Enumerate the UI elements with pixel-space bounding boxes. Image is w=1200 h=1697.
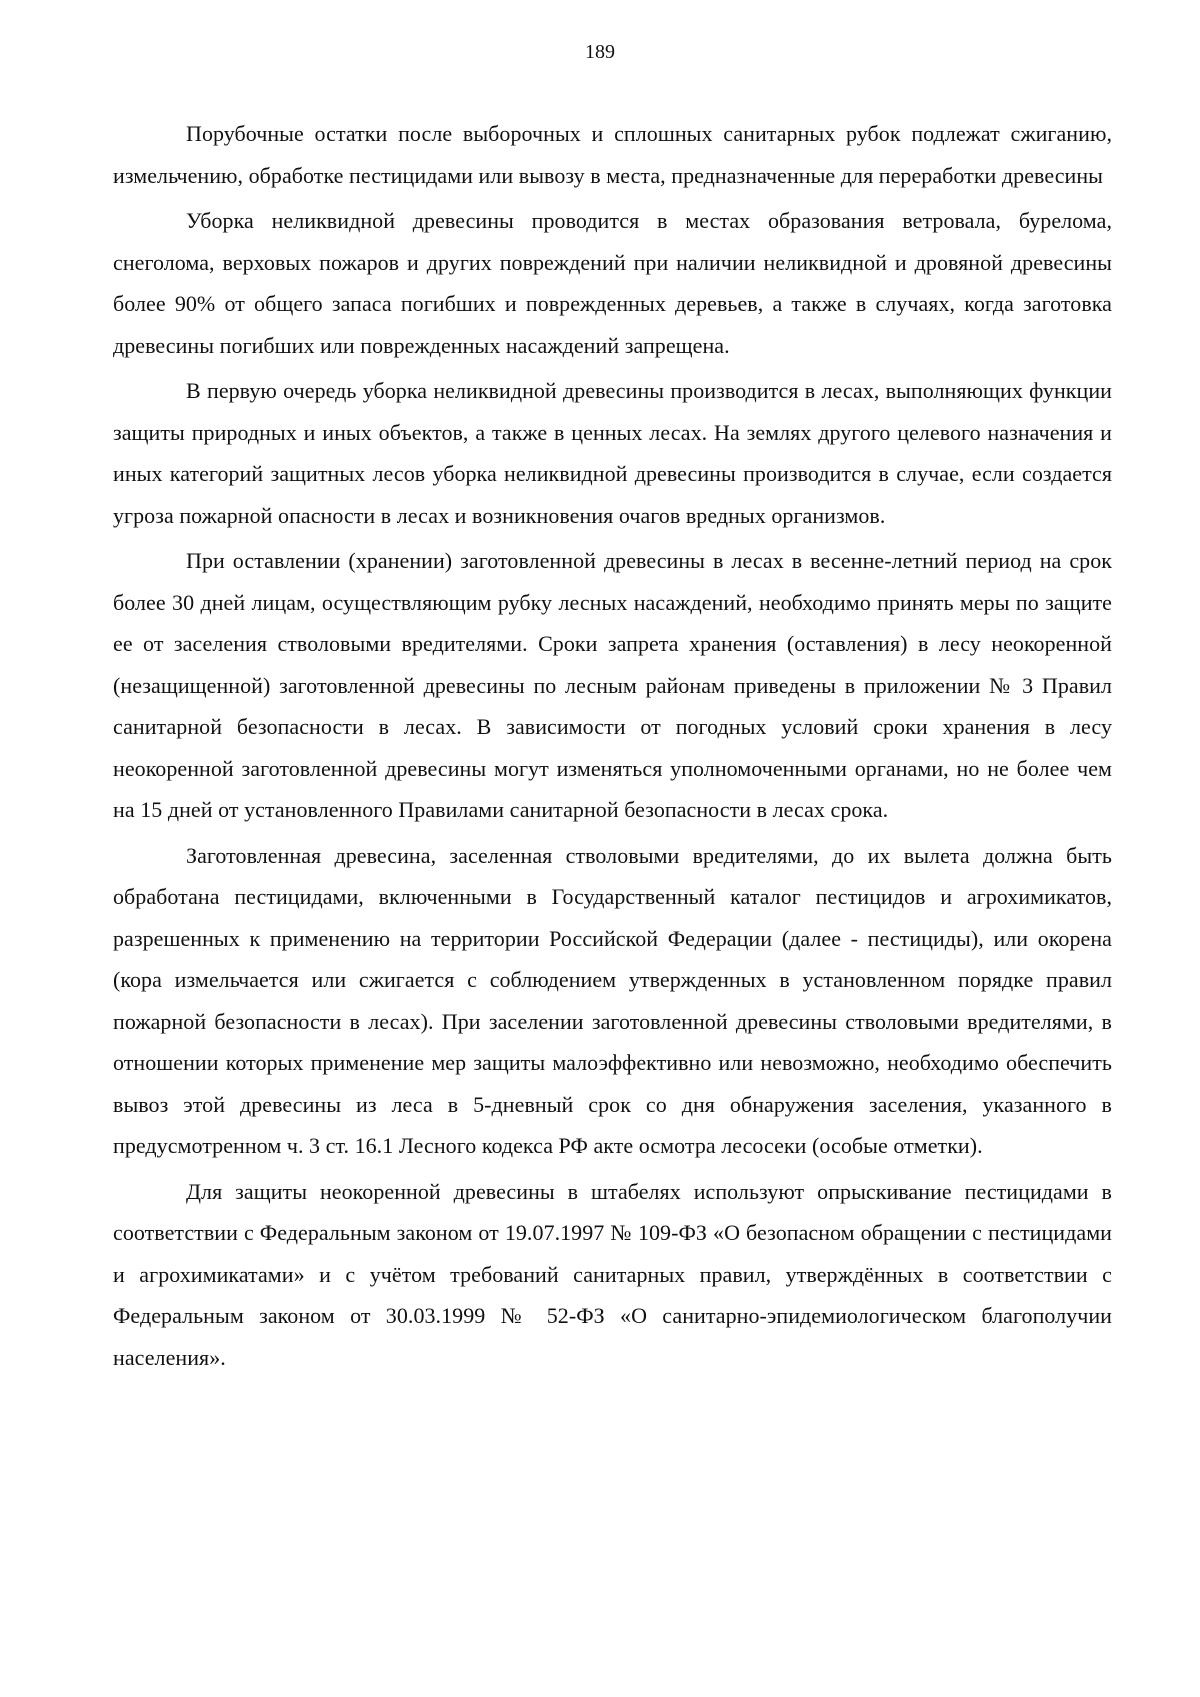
paragraph: В первую очередь уборка неликвидной древесины производится в лесах, выполняющих функции защиты природных и иных объектов, а также в ценных лесах. На землях другого целевого назначения и иных категорий защитных лесов уборка неликвидной древесины производится в случае, если создается угроза пожарной опасности в лесах и возникновения очагов вредных организмов. xyxy=(113,378,1112,528)
paragraph: Заготовленная древесина, заселенная стволовыми вредителями, до их вылета должна быть обработана пестицидами, включенными в Государственный каталог пестицидов и агрохимикатов, разрешенных к применению на территории Российской Федерации (далее - пестициды), или окорена (кора измельчается или сжигается с соблюдением утвержденных в установленном порядке правил пожарной безопасности в лесах). При заселении заготовленной древесины стволовыми вредителями, в отношении которых применение мер защиты малоэффективно или невозможно, необходимо обеспечить вывоз этой древесины из леса в 5-дневный срок со дня обнаружения заселения, указанного в предусмотренном ч. 3 ст. 16.1 Лесного кодекса РФ акте осмотра лесосеки (особые отметки). xyxy=(113,842,1112,1158)
paragraph: Для защиты неокоренной древесины в штабелях используют опрыскивание пестицидами в соответствии с Федеральным законом от 19.07.1997 № 109-ФЗ «О безопасном обращении с пестицидами и агрохимикатами» и с учётом требований санитарных правил, утверждённых в соответствии с Федеральным законом от 30.03.1999 № 52-ФЗ «О санитарно-эпидемиологическом благополучии населения». xyxy=(113,1178,1112,1370)
page-number: 189 xyxy=(585,41,615,63)
paragraph: Уборка неликвидной древесины проводится в местах образования ветровала, бурелома, снеголома, верховых пожаров и других повреждений при наличии неликвидной и дровяной древесины более 90% от общего запаса погибших и поврежденных деревьев, а также в случаях, когда заготовка древесины погибших или поврежденных насаждений запрещена. xyxy=(113,208,1112,358)
document-body xyxy=(113,113,1112,1382)
paragraph: Порубочные остатки после выборочных и сплошных санитарных рубок подлежат сжиганию, измельчению, обработке пестицидами или вывозу в места, предназначенные для переработки древесины xyxy=(113,121,1112,188)
paragraph: При оставлении (хранении) заготовленной древесины в лесах в весенне-летний период на срок более 30 дней лицам, осуществляющим рубку лесных насаждений, необходимо принять меры по защите ее от заселения стволовыми вредителями. Сроки запрета хранения (оставления) в лесу неокоренной (незащищенной) заготовленной древесины по лесным районам приведены в приложении № 3 Правил санитарной безопасности в лесах. В зависимости от погодных условий сроки хранения в лесу неокоренной заготовленной древесины могут изменяться уполномоченными органами, но не более чем на 15 дней от установленного Правилами санитарной безопасности в лесах срока. xyxy=(113,548,1112,822)
